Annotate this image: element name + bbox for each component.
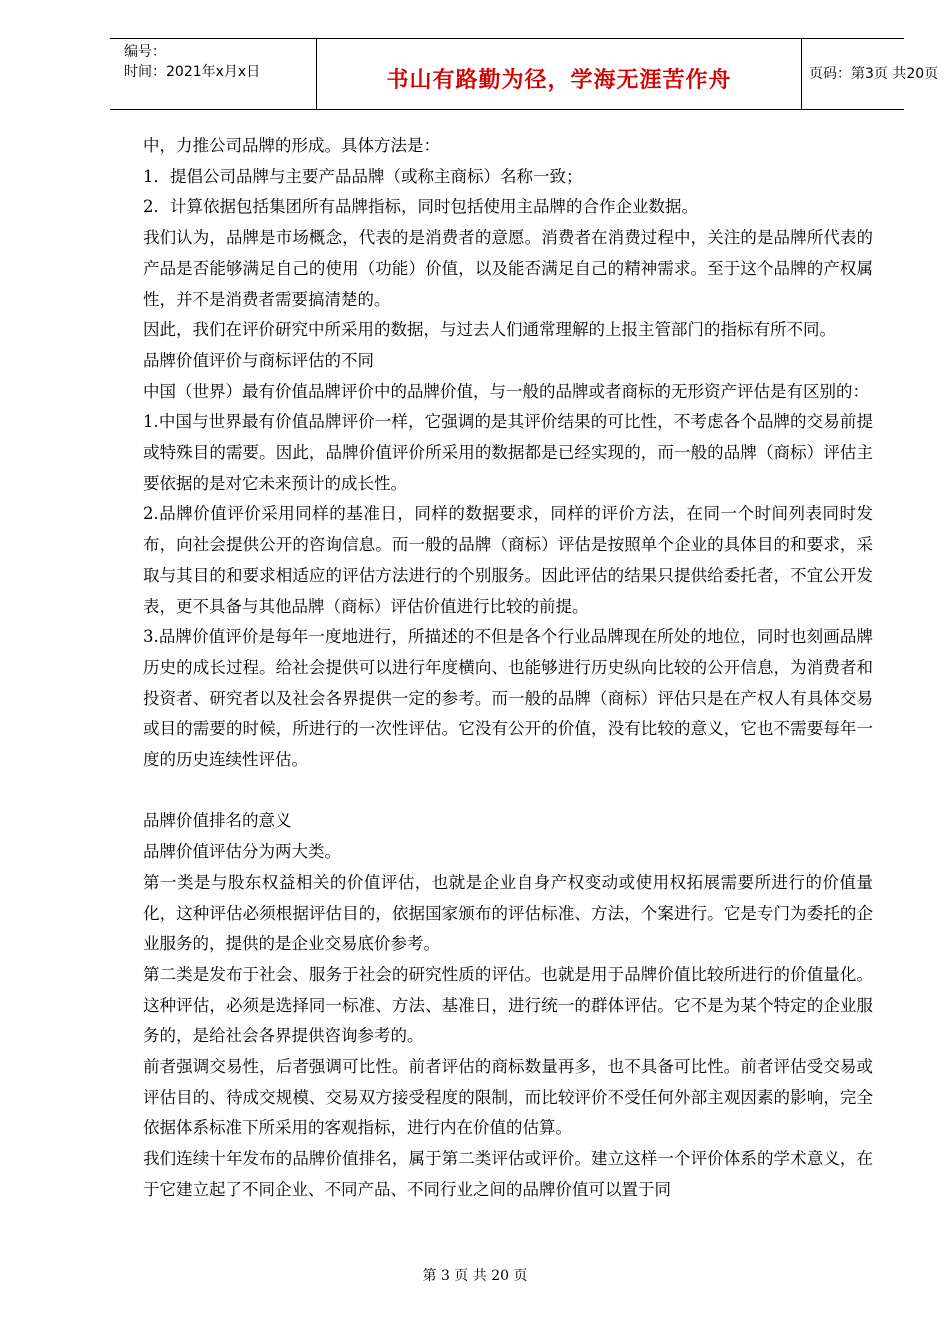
paragraph: 中国（世界）最有价值品牌评价中的品牌价值，与一般的品牌或者商标的无形资产评估是有区别的： (143, 381, 869, 401)
paragraph: 2.品牌价值评价采用同样的基准日，同样的数据要求，同样的评价方法，在同一个时间列表同时发布，向社会提供公开的咨询信息。而一般的品牌（商标）评估是按照单个企业的具体目的和要求，采取与其目的和要求相适应的评估方法进行的个别服务。因此评估的结果只提供给委托者，不宜公开发表，更不具备与其他品牌（商标）评估价值进行比较的前提。 (143, 504, 873, 616)
header-page-cell (801, 39, 939, 109)
header-info-cell (110, 39, 316, 109)
paragraph: 2．计算依据包括集团所有品牌指标，同时包括使用主品牌的合作企业数据。 (143, 197, 698, 217)
paragraph: 我们连续十年发布的品牌价值排名，属于第二类评估或评价。建立这样一个评价体系的学术意义，在于它建立起了不同企业、不同产品、不同行业之间的品牌价值可以置于同 (143, 1149, 873, 1199)
paragraph: 品牌价值评估分为两大类。 (143, 842, 341, 862)
page-footer: 第 3 页 共 20 页 (422, 1268, 528, 1284)
document-body (143, 131, 873, 1206)
page-header (110, 38, 939, 110)
paragraph: 3.品牌价值评价是每年一度地进行，所描述的不但是各个行业品牌现在所处的地位，同时也刻画品牌历史的成长过程。给社会提供可以进行年度横向、也能够进行历史纵向比较的公开信息，为消费者和投资者、研究者以及社会各界提供一定的参考。而一般的品牌（商标）评估只是在产权人有具体交易或目的需要的时候，所进行的一次性评估。它没有公开的价值，没有比较的意义，它也不需要每年一度的历史连续性评估。 (143, 627, 873, 770)
paragraph: 1．提倡公司品牌与主要产品品牌（或称主商标）名称一致； (143, 166, 583, 186)
paragraph: 我们认为，品牌是市场概念，代表的是消费者的意愿。消费者在消费过程中，关注的是品牌所代表的产品是否能够满足自己的使用（功能）价值，以及能否满足自己的精神需求。至于这个品牌的产权属性，并不是消费者需要搞清楚的。 (143, 228, 873, 309)
header-page-code: 页码：第3页 共20页 (809, 66, 939, 82)
paragraph: 第一类是与股东权益相关的价值评估，也就是企业自身产权变动或使用权拓展需要所进行的价值量化，这种评估必须根据评估目的，依据国家颁布的评估标准、方法，个案进行。它是专门为委托的企业服务的，提供的是企业交易底价参考。 (143, 872, 873, 954)
blank-line (143, 776, 873, 807)
paragraph: 第二类是发布于社会、服务于社会的研究性质的评估。也就是用于品牌价值比较所进行的价值量化。这种评估，必须是选择同一标准、方法、基准日，进行统一的群体评估。它不是为某个特定的企业服务的，是给社会各界提供咨询参考的。 (143, 964, 873, 1046)
header-motto: 书山有路勤为径，学海无涯苦作舟 (386, 68, 732, 93)
paragraph: 前者强调交易性，后者强调可比性。前者评估的商标数量再多，也不具备可比性。前者评估受交易或评估目的、待成交规模、交易双方接受程度的限制，而比较评价不受任何外部主观因素的影响，完全依据体系标准下所采用的客观指标，进行内在价值的估算。 (143, 1057, 873, 1138)
header-motto-cell (316, 39, 802, 109)
document-number-label: 编号： (124, 44, 166, 60)
section-heading: 品牌价值评价与商标评估的不同 (143, 350, 374, 370)
section-heading: 品牌价值排名的意义 (143, 811, 292, 831)
paragraph: 1.中国与世界最有价值品牌评价一样，它强调的是其评价结果的可比性，不考虑各个品牌的交易前提或特殊目的需要。因此，品牌价值评价所采用的数据都是已经实现的，而一般的品牌（商标）评估主要依据的是对它未来预计的成长性。 (143, 412, 873, 493)
paragraph: 因此，我们在评价研究中所采用的数据，与过去人们通常理解的上报主管部门的指标有所不同。 (143, 320, 836, 340)
paragraph: 中，力推公司品牌的形成。具体方法是： (143, 136, 440, 155)
document-time-label: 时间：2021年x月x日 (124, 64, 261, 80)
